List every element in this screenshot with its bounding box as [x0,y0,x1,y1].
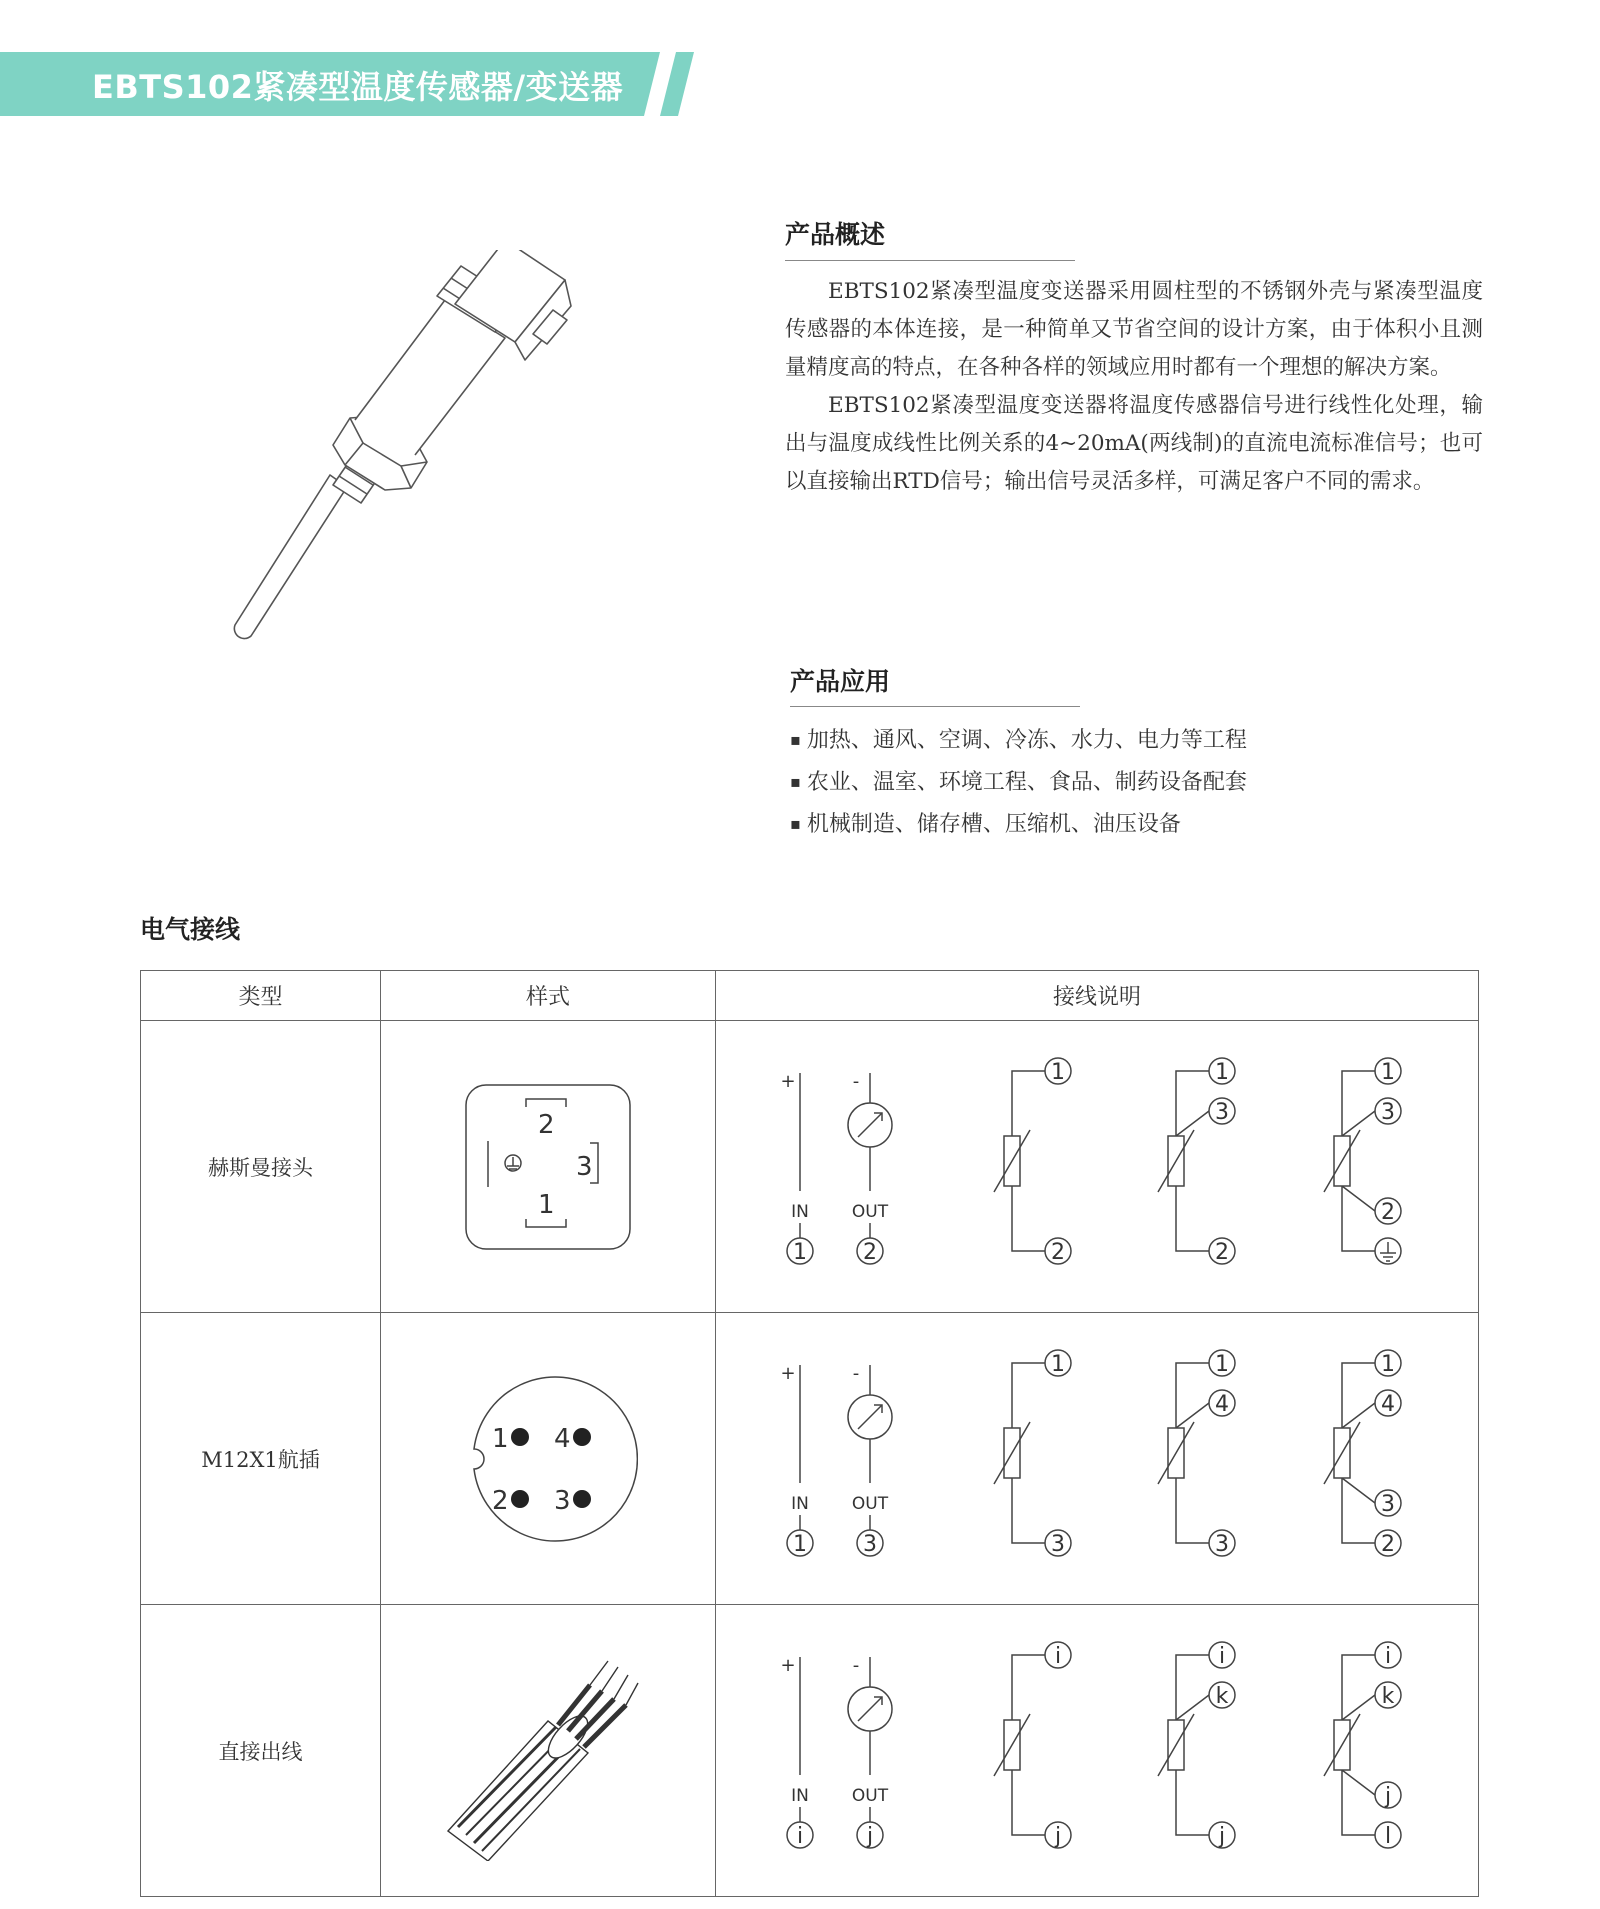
list-item: ▪ 加热、通风、空调、冷冻、水力、电力等工程 [790,720,1247,762]
terminal-label: 1 [1215,1060,1229,1085]
terminal-label: 3 [1051,1532,1065,1557]
m12-connector-diagram [458,1369,638,1549]
connector-style-cell [381,1313,716,1605]
terminal-label: 1 [1381,1352,1395,1377]
rtd-wire [1012,1655,1045,1835]
rtd-variable-arrow [1324,1714,1360,1776]
table-row [141,1313,1479,1605]
rtd-variable-arrow [1324,1130,1360,1192]
in-label: IN [791,1786,809,1806]
ammeter-needle [858,1697,882,1721]
list-item: ▪ 农业、温室、环境工程、食品、制药设备配套 [790,762,1247,804]
terminal-label: i [796,1824,804,1849]
wiring-diagram-cell [716,1021,1479,1313]
terminal-label: i [1054,1644,1062,1669]
rtd-wire [1342,1363,1375,1543]
terminal-label: 2 [1381,1200,1395,1225]
overview-divider [785,260,1075,261]
overview-heading: 产品概述 [785,220,886,249]
overview-paragraph: EBTS102紧凑型温度变送器将温度传感器信号进行线性化处理，输出与温度成线性比例关系的4~20mA(两线制)的直流电流标准信号；也可以直接输出RTD信号；输出信号灵活多样，可满足客户不同的需求。 [785,393,1483,494]
terminal-label: 1 [1051,1060,1065,1085]
rtd-wire [1342,1655,1375,1835]
wiring-diagram [716,1605,1479,1896]
pin-label: 2 [492,1485,509,1516]
terminal-label: l [1384,1824,1392,1849]
connector-type-cell: M12X1航插 [141,1313,381,1605]
terminal-label: 3 [1215,1100,1229,1125]
table-row [141,1021,1479,1313]
page-title: EBTS102紧凑型温度传感器/变送器 [92,68,624,106]
terminal-label: j [1384,1784,1392,1809]
plus-label: + [780,1363,796,1384]
terminal-label: 1 [793,1240,807,1265]
product-image [215,250,595,640]
terminal-label: j [1218,1824,1226,1849]
rtd-wire [1012,1071,1045,1251]
ammeter-needle [858,1113,882,1137]
rtd-variable-arrow [1158,1714,1194,1776]
terminal-label: 3 [863,1532,877,1557]
terminal-label: 2 [1381,1532,1395,1557]
terminal-label: 3 [1381,1492,1395,1517]
rtd-wire [1342,1071,1375,1251]
rtd-wire [1176,1071,1209,1251]
din-connector-diagram [458,1077,638,1257]
in-label: IN [791,1202,809,1222]
rtd-variable-arrow [994,1714,1030,1776]
rtd-variable-arrow [1158,1422,1194,1484]
terminal-label: 4 [1381,1392,1395,1417]
rtd-variable-arrow [994,1422,1030,1484]
terminal-label: j [866,1824,874,1849]
wiring-diagram [716,1021,1479,1312]
column-header-style: 样式 [381,971,716,1021]
terminal-label: j [1054,1824,1062,1849]
terminal-label: i [1218,1644,1226,1669]
pin-label: 3 [576,1151,593,1182]
terminal-label: 1 [1051,1352,1065,1377]
minus-label: - [852,1655,860,1676]
wiring-table [140,970,1479,1897]
out-label: OUT [851,1786,889,1806]
terminal-label: 1 [1381,1060,1395,1085]
applications-divider [790,706,1080,707]
rtd-wire [1176,1655,1209,1835]
rtd-wire [1012,1363,1045,1543]
sensor-illustration [215,250,595,640]
rtd-variable-arrow [1324,1422,1360,1484]
pin-label: 1 [492,1423,509,1454]
applications-list [790,720,1247,846]
pin-label: 2 [538,1109,555,1140]
column-header-type: 类型 [141,971,381,1021]
rtd-wire [1176,1363,1209,1543]
rtd-variable-arrow [1158,1130,1194,1192]
title-banner [0,52,700,116]
column-header-wiring: 接线说明 [716,971,1479,1021]
wiring-heading: 电气接线 [140,915,241,944]
terminal-label: 2 [1215,1240,1229,1265]
in-label: IN [791,1494,809,1514]
terminal-label: 1 [793,1532,807,1557]
wiring-diagram [716,1313,1479,1604]
minus-label: - [852,1363,860,1384]
plus-label: + [780,1655,796,1676]
out-label: OUT [851,1494,889,1514]
wiring-diagram-cell [716,1313,1479,1605]
table-row [141,1605,1479,1897]
terminal-label: 4 [1215,1392,1229,1417]
terminal-label: 2 [863,1240,877,1265]
ammeter-needle [858,1405,882,1429]
terminal-label: 3 [1381,1100,1395,1125]
terminal-label: 3 [1215,1532,1229,1557]
pin-label: 3 [554,1485,571,1516]
applications-heading: 产品应用 [790,667,891,696]
terminal-label: i [1384,1644,1392,1669]
rtd-variable-arrow [994,1130,1030,1192]
overview-paragraph: EBTS102紧凑型温度变送器采用圆柱型的不锈钢外壳与紧凑型温度传感器的本体连接，是一种简单又节省空间的设计方案，由于体积小且测量精度高的特点，在各种各样的领域应用时都有一个理想的解决方案。 [785,279,1483,380]
terminal-label: 2 [1051,1240,1065,1265]
terminal-label: k [1215,1684,1229,1709]
connector-style-cell [381,1021,716,1313]
connector-type-cell: 赫斯曼接头 [141,1021,381,1313]
connector-type-cell: 直接出线 [141,1605,381,1897]
terminal-label: 1 [1215,1352,1229,1377]
list-item: ▪ 机械制造、储存槽、压缩机、油压设备 [790,804,1247,846]
pin-label: 1 [538,1189,555,1220]
plus-label: + [780,1071,796,1092]
terminal-label: k [1381,1684,1395,1709]
minus-label: - [852,1071,860,1092]
table-header-row [141,971,1479,1021]
overview-text [785,273,1483,501]
pin-label: 4 [554,1423,571,1454]
wiring-diagram-cell [716,1605,1479,1897]
connector-style-cell [381,1605,716,1897]
cable-illustration [438,1641,658,1861]
out-label: OUT [851,1202,889,1222]
